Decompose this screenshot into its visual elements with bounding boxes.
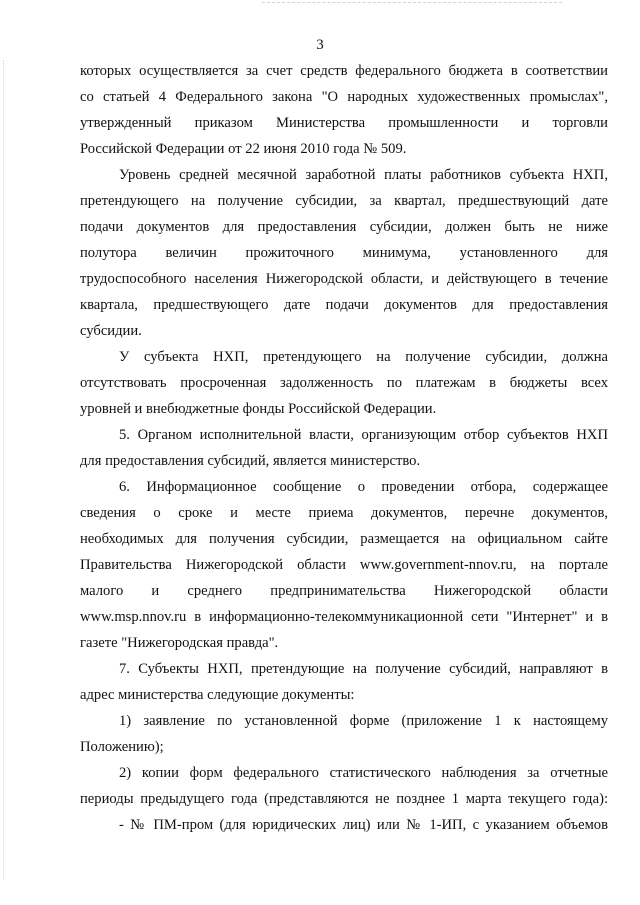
text-line: трудоспособного населения Нижегородской области, и действующего в течение xyxy=(80,271,608,287)
text-line: 2) копии форм федерального статистического наблюдения за отчетные xyxy=(119,765,608,781)
text-line: утвержденный приказом Министерства промышленности и торговли xyxy=(80,115,608,131)
text-line: Правительства Нижегородской области www.government-nnov.ru, на портале xyxy=(80,557,608,573)
text-line: 1) заявление по установленной форме (приложение 1 к настоящему xyxy=(119,713,608,729)
text-line: периоды предыдущего года (представляются не позднее 1 марта текущего года): xyxy=(80,791,608,807)
scan-edge-left xyxy=(3,60,4,880)
text-line: У субъекта НХП, претендующего на получение субсидии, должна xyxy=(119,349,608,365)
text-line: 7. Субъекты НХП, претендующие на получение субсидий, направляют в xyxy=(119,661,608,677)
text-line: для предоставления субсидий, является министерство. xyxy=(80,453,421,469)
document-body xyxy=(80,58,608,838)
text-line: претендующего на получение субсидии, за квартал, предшествующий дате xyxy=(80,193,608,209)
text-line: 5. Органом исполнительной власти, организующим отбор субъектов НХП xyxy=(119,427,608,443)
text-line: уровней и внебюджетные фонды Российской Федерации. xyxy=(80,401,437,417)
text-line: www.msp.nnov.ru в информационно-телекоммуникационной сети "Интернет" и в xyxy=(80,609,608,625)
scan-edge-top xyxy=(262,2,562,3)
text-line: адрес министерства следующие документы: xyxy=(80,687,355,703)
text-line: 6. Информационное сообщение о проведении отбора, содержащее xyxy=(119,479,608,495)
text-line: Российской Федерации от 22 июня 2010 года № 509. xyxy=(80,141,407,157)
text-line: необходимых для получения субсидии, размещается на официальном сайте xyxy=(80,531,608,547)
text-line: малого и среднего предпринимательства Нижегородской области xyxy=(80,583,608,599)
text-line: которых осуществляется за счет средств федерального бюджета в соответствии xyxy=(80,63,608,79)
text-line: сведения о сроке и месте приема документов, перечне документов, xyxy=(80,505,608,521)
text-line: квартала, предшествующего дате подачи документов для предоставления xyxy=(80,297,608,313)
text-line: - № ПМ-пром (для юридических лиц) или № 1-ИП, с указанием объемов xyxy=(119,817,608,833)
text-line: подачи документов для предоставления субсидии, должен быть не ниже xyxy=(80,219,608,235)
text-line: со статьей 4 Федерального закона "О народных художественных промыслах", xyxy=(80,89,608,105)
text-line: Уровень средней месячной заработной платы работников субъекта НХП, xyxy=(119,167,608,183)
text-line: Положению); xyxy=(80,739,164,755)
page-number: 3 xyxy=(316,37,324,53)
text-line: газете "Нижегородская правда". xyxy=(80,635,279,651)
text-line: субсидии. xyxy=(80,323,142,339)
text-line: полутора величин прожиточного минимума, установленного для xyxy=(80,245,608,261)
text-line: отсутствовать просроченная задолженность по платежам в бюджеты всех xyxy=(80,375,608,391)
